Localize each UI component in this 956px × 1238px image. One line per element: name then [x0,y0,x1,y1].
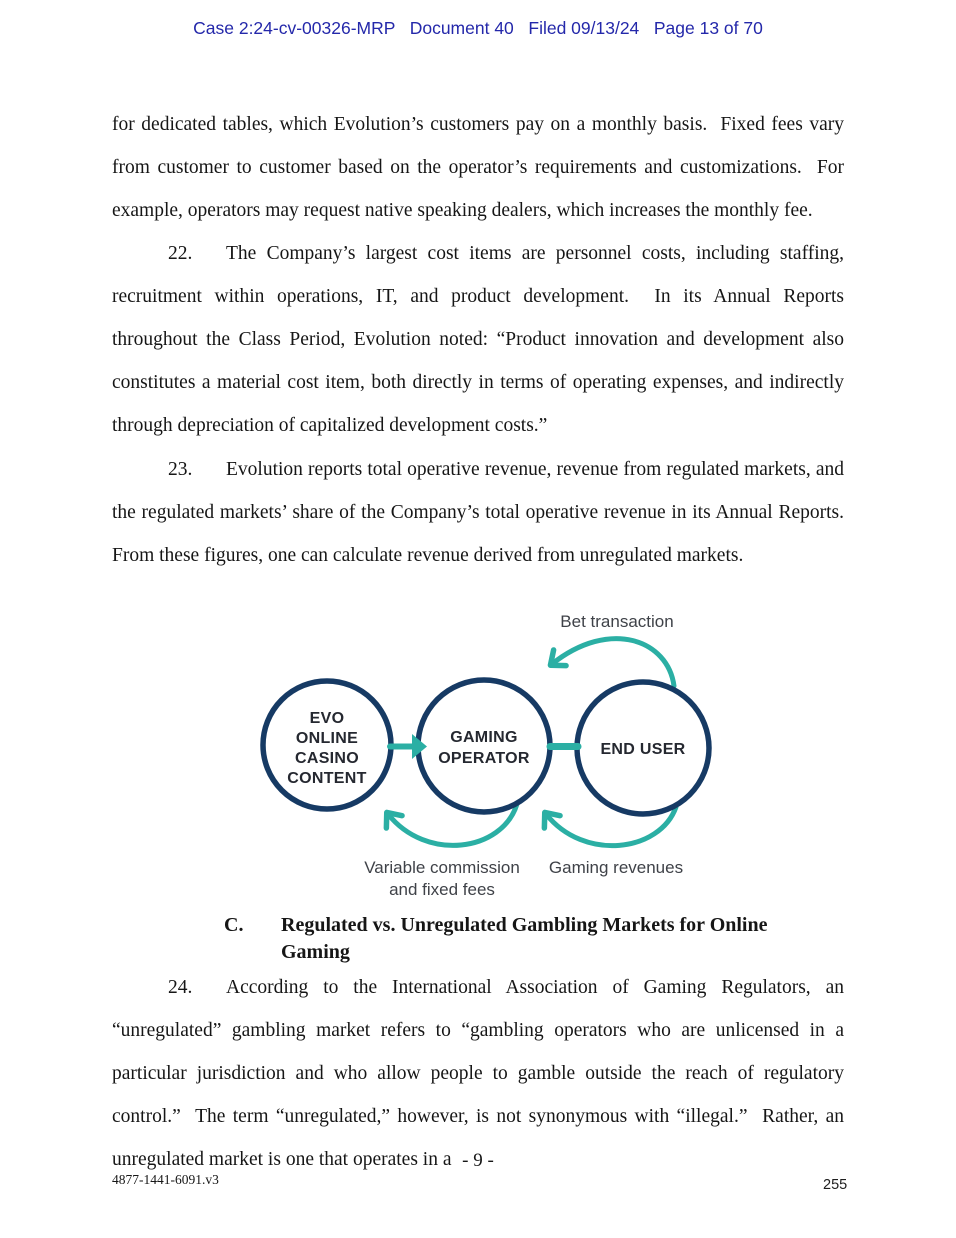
evo-node-label-line3: CASINO [294,750,360,767]
gaming-revenues-label: Gaming revenues [548,858,684,877]
evo-node-label-line1: EVO [309,710,345,727]
paragraph-22 [112,232,849,447]
footer-document-id: 4877-1441-6091.v3 [112,1172,219,1187]
paragraph-23-number: 23. [168,459,193,480]
paragraph-23-text: Evolution reports total operative revenue, revenue from regulated markets, and the regulated markets’ share of the Company’s total operative revenue in its Annual Reports. From these figures, one can calculate revenue derived from unregulated markets. [112,459,854,566]
section-heading-c-text [281,912,767,966]
bet-transaction-label: Bet transaction [560,612,674,631]
gaming-operator-label-line2: OPERATOR [438,750,530,767]
paragraph-22-number: 22. [168,243,193,264]
evo-node-label-line2: ONLINE [295,730,359,747]
end-user-label: END USER [600,741,686,758]
paragraph-22-text: The Company’s largest cost items are personnel costs, including staffing, recruitment within operations, IT, and product development. In its Annual Reports throughout the Class Period, Evolution noted: “Product innovation and development also constitutes a material cost item, both directly in terms of operating expenses, and indirectly through depreciation of capitalized development costs.” [112,243,849,436]
case-caption-header: Case 2:24-cv-00326-MRP Document 40 Filed 09/13/24 Page 13 of 70 [193,18,763,38]
section-heading-c-line1: Regulated vs. Unregulated Gambling Markets for Online [281,914,768,936]
evo-node-label-line4: CONTENT [287,770,367,787]
section-heading-c-number: C. [224,914,244,936]
footer-bates-number: 255 [823,1177,848,1193]
paragraph-24 [112,966,849,1181]
gaming-operator-node [418,680,550,812]
paragraph-24-text: According to the International Association of Gaming Regulators, an “unregulated” gambling market refers to “gambling operators who are unlicensed in a particular jurisdiction and who allow people to gamble outside the reach of regulatory control.” The term “unregulated,” however, is not synonymous with “illegal.” Rather, an unregulated market is one that operates in a [112,977,849,1170]
paragraph-23 [112,448,854,577]
revenue-flow-diagram [230,600,730,910]
paragraph-24-number: 24. [168,977,193,998]
section-heading-c-line2: Gaming [281,941,350,963]
footer-page-number: - 9 - [462,1150,494,1171]
variable-commission-label-line2: and fixed fees [389,880,495,899]
gaming-operator-label-line1: GAMING [450,729,518,746]
bet-transaction-arrow [552,639,674,686]
paragraph-intro: for dedicated tables, which Evolution’s customers pay on a monthly basis. Fixed fees vary from customer to customer based on the operator’s requirements and customizations. For example, operators may request native speaking dealers, which increases the monthly fee. [112,114,849,221]
variable-commission-label-line1: Variable commission [364,858,520,877]
section-heading-c [224,912,767,966]
